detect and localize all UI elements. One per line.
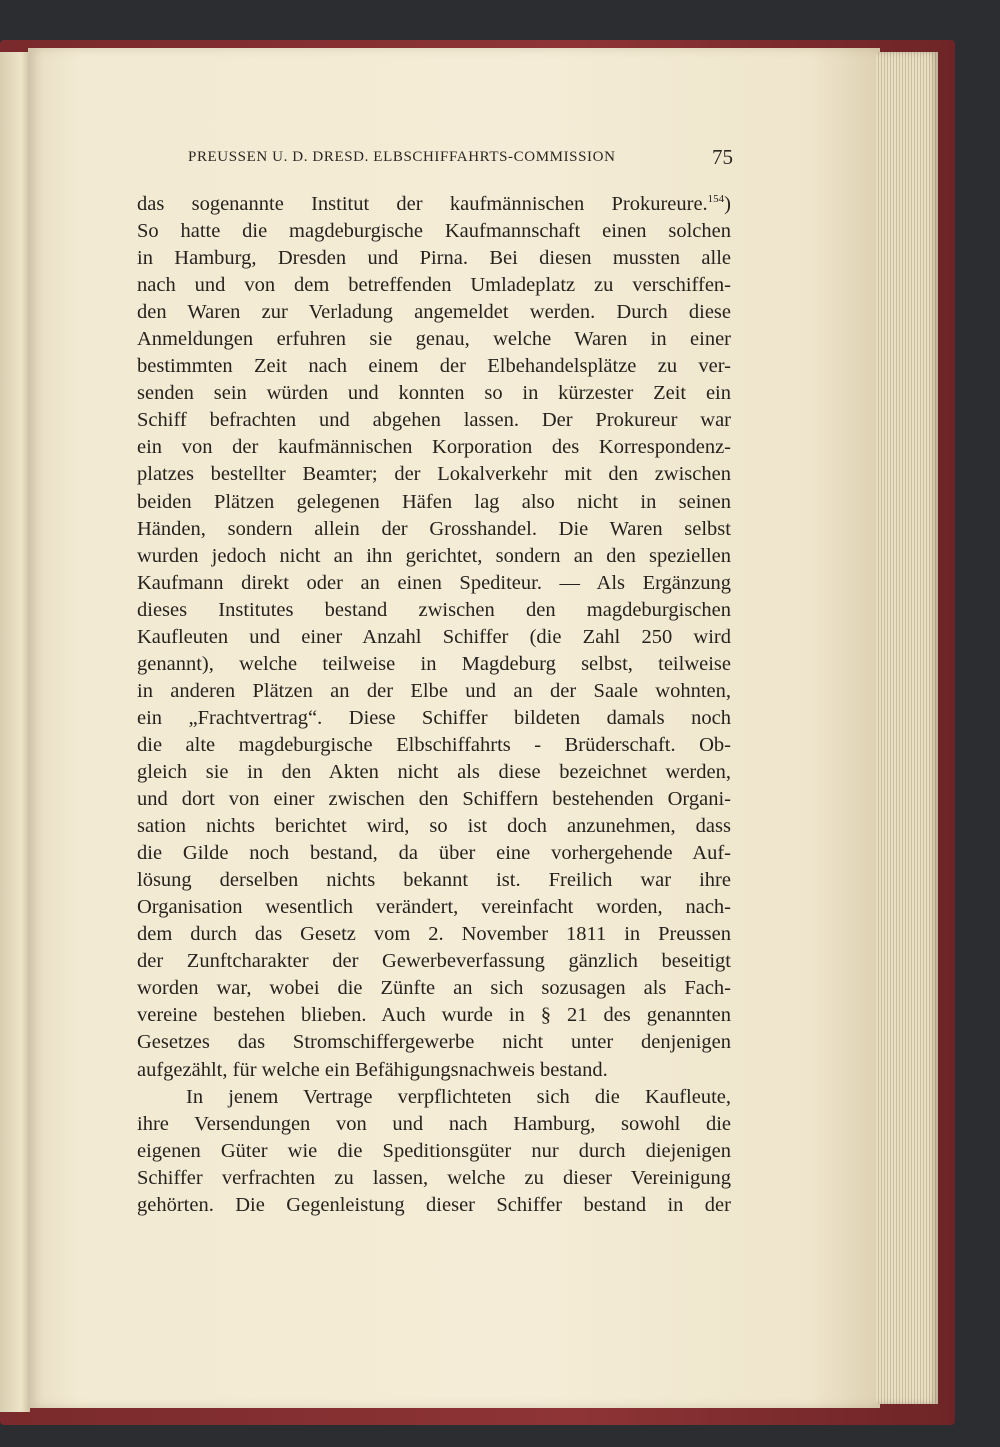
running-head xyxy=(188,145,733,173)
running-title: PREUSSEN U. D. DRESD. ELBSCHIFFAHRTS-COMMISSION xyxy=(188,149,616,165)
text-line-content: So hatte die magdeburgische Kaufmannschaft einen solchen xyxy=(137,220,731,243)
footnote-paren: ) xyxy=(724,193,731,215)
text-line-content: wurden jedoch nicht an ihn gerichtet, sondern an den speziellen xyxy=(137,544,731,567)
text-line-content: Anmeldungen erfuhren sie genau, welche Waren in einer xyxy=(137,328,731,351)
text-line xyxy=(137,353,731,380)
text-line-content: ein „Frachtvertrag“. Diese Schiffer bildeten damals noch xyxy=(137,706,731,729)
text-line-content: das sogenannte Institut der kaufmännischen Prokureure. xyxy=(137,193,708,215)
text-line-content: sation nichts berichtet wird, so ist doch anzunehmen, dass xyxy=(137,815,731,838)
text-line xyxy=(137,326,731,353)
text-line-content: Schiffer verfrachten zu lassen, welche zu dieser Vereinigung xyxy=(137,1166,731,1189)
text-line xyxy=(137,786,731,813)
text-line xyxy=(137,678,731,705)
text-line xyxy=(137,1138,731,1165)
text-line xyxy=(137,543,731,570)
text-line-content: der Zunftcharakter der Gewerbeverfassung gänzlich beseitigt xyxy=(137,950,731,973)
text-line-content: in Hamburg, Dresden und Pirna. Bei diesen mussten alle xyxy=(137,247,731,270)
text-line-content: gleich sie in den Akten nicht als diese bezeichnet werden, xyxy=(137,760,731,783)
text-line xyxy=(137,434,731,461)
text-line-content: ein von der kaufmännischen Korporation des Korrespondenz- xyxy=(137,436,731,459)
text-line-content: gehörten. Die Gegenleistung dieser Schiffer bestand in der xyxy=(137,1193,731,1216)
text-line xyxy=(137,705,731,732)
text-line xyxy=(137,245,731,272)
text-line-content: Gesetzes das Stromschiffergewerbe nicht unter denjenigen xyxy=(137,1031,731,1054)
page-number: 75 xyxy=(712,145,733,169)
text-line-content: den Waren zur Verladung angemeldet werden. Durch diese xyxy=(137,301,731,324)
text-line-content: Organisation wesentlich verändert, vereinfacht worden, nach- xyxy=(137,896,731,919)
text-line-content: ihre Versendungen von und nach Hamburg, sowohl die xyxy=(137,1112,731,1135)
text-line xyxy=(137,732,731,759)
text-line xyxy=(137,570,731,597)
text-line-content: nach und von dem betreffenden Umladeplatz zu verschiffen- xyxy=(137,274,731,297)
text-line xyxy=(137,1192,731,1219)
text-line-content: Händen, sondern allein der Grosshandel. Die Waren selbst xyxy=(137,517,731,540)
text-line xyxy=(137,516,731,543)
text-line xyxy=(137,759,731,786)
text-line xyxy=(137,191,731,218)
text-line xyxy=(137,407,731,434)
footnote-marker: 154 xyxy=(707,193,725,206)
text-line-content: in anderen Plätzen an der Elbe und an der Saale wohnten, xyxy=(137,679,731,702)
text-line-content: Kaufleuten und einer Anzahl Schiffer (die Zahl 250 wird xyxy=(137,625,731,648)
text-line-content: und dort von einer zwischen den Schiffern bestehenden Organi- xyxy=(137,788,731,811)
text-line xyxy=(137,921,731,948)
text-line xyxy=(137,840,731,867)
text-line xyxy=(137,272,731,299)
text-line-content: dem durch das Gesetz vom 2. November 1811 in Preussen xyxy=(137,923,731,946)
text-line xyxy=(137,299,731,326)
text-line-content: Schiff befrachten und abgehen lassen. Der Prokureur war xyxy=(137,409,731,432)
text-line xyxy=(137,1029,731,1056)
text-line-content: senden sein würden und konnten so in kürzester Zeit ein xyxy=(137,382,731,405)
page-stack-edge xyxy=(876,52,938,1404)
text-line xyxy=(137,218,731,245)
text-line xyxy=(137,867,731,894)
text-line-content: bestimmten Zeit nach einem der Elbehandelsplätze zu ver- xyxy=(137,355,731,378)
text-line-content: eigenen Güter wie die Speditionsgüter nur durch diejenigen xyxy=(137,1139,731,1162)
text-line xyxy=(137,380,731,407)
text-line xyxy=(137,624,731,651)
text-line xyxy=(137,975,731,1002)
text-line-content: In jenem Vertrage verpflichteten sich die Kaufleute, xyxy=(186,1085,731,1108)
text-line xyxy=(137,813,731,840)
text-line xyxy=(137,597,731,624)
text-line xyxy=(137,489,731,516)
text-line-content: worden war, wobei die Zünfte an sich sozusagen als Fach- xyxy=(137,977,731,1000)
text-line-content: lösung derselben nichts bekannt ist. Freilich war ihre xyxy=(137,869,731,892)
text-line xyxy=(137,948,731,975)
text-line-content: beiden Plätzen gelegenen Häfen lag also nicht in seinen xyxy=(137,490,731,513)
text-line xyxy=(137,1002,731,1029)
text-line-content: die alte magdeburgische Elbschiffahrts - Brüderschaft. Ob- xyxy=(137,733,731,756)
text-line-content: die Gilde noch bestand, da über eine vorhergehende Auf- xyxy=(137,842,731,865)
text-line-content: genannt), welche teilweise in Magdeburg selbst, teilweise xyxy=(137,652,731,675)
text-line-content: platzes bestellter Beamter; der Lokalverkehr mit den zwischen xyxy=(137,463,731,486)
text-line-content: aufgezählt, für welche ein Befähigungsnachweis bestand. xyxy=(137,1058,608,1081)
text-line-content: vereine bestehen blieben. Auch wurde in § 21 des genannten xyxy=(137,1004,731,1027)
text-line xyxy=(137,461,731,488)
text-line-content: dieses Institutes bestand zwischen den magdeburgischen xyxy=(137,598,731,621)
text-line xyxy=(137,1111,731,1138)
text-line xyxy=(137,1084,731,1111)
text-line xyxy=(137,1165,731,1192)
text-line xyxy=(137,1057,731,1084)
text-line xyxy=(137,651,731,678)
body-text xyxy=(137,191,731,1219)
text-line-content: Kaufmann direkt oder an einen Spediteur. — Als Ergänzung xyxy=(137,571,731,594)
text-line xyxy=(137,894,731,921)
previous-page-edge xyxy=(0,52,30,1412)
